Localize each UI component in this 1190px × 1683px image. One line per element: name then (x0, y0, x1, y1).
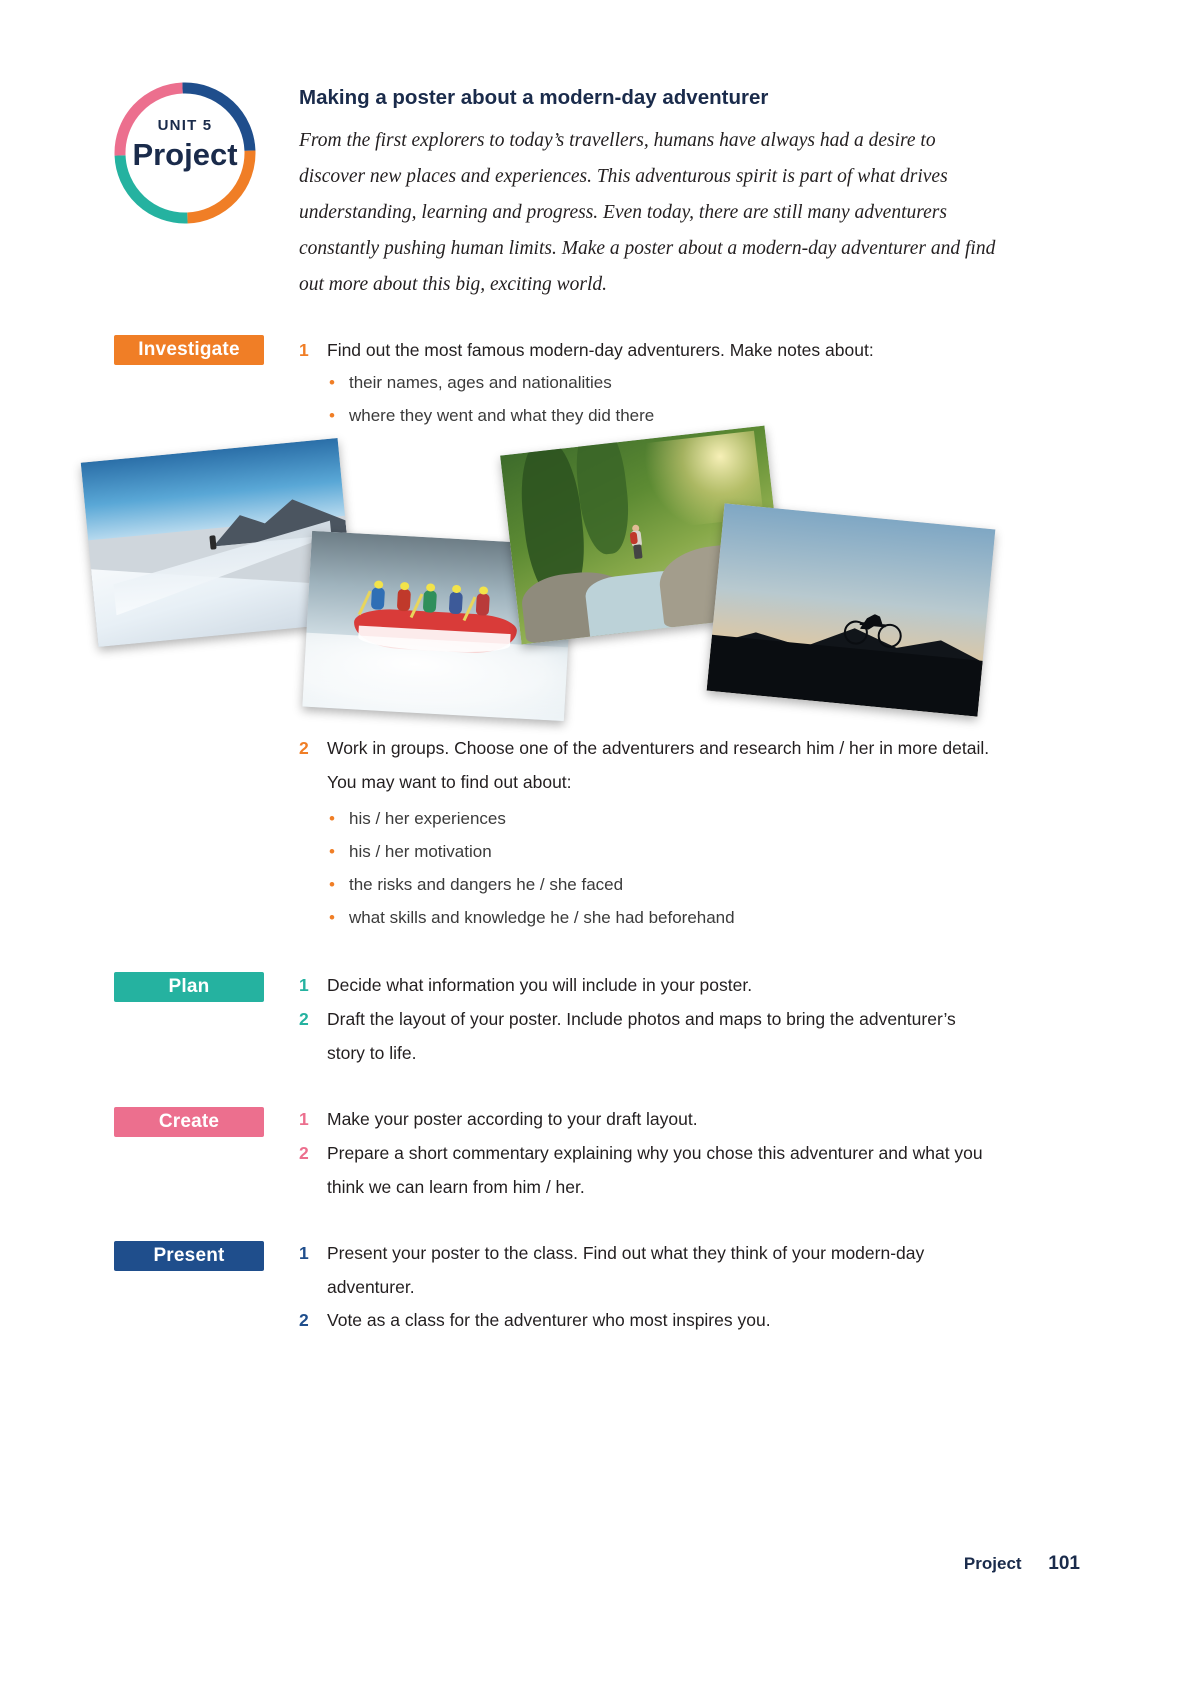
create-item-2 (299, 1136, 999, 1204)
badge-project-label: Project (132, 137, 238, 172)
present-item-2 (299, 1303, 1019, 1337)
intro-paragraph: From the first explorers to today’s travellers, humans have always had a desire to discover new places and experiences. This adventurous spirit is part of what drives understanding, learning and progress. Even today, there are still many adventurers constantly pushing human limits. Make a poster about a modern-day adventurer and find out more about this big, exciting world. (299, 130, 996, 295)
unit-project-badge (110, 78, 260, 258)
page-number: 101 (1048, 1553, 1080, 1574)
item-text: Make your poster according to your draft layout. (327, 1109, 698, 1129)
item-number: 2 (299, 738, 309, 758)
section-label-create: Create (114, 1107, 264, 1137)
item-number: 1 (299, 340, 309, 360)
investigate-bullets-1 (327, 366, 1027, 432)
section-label-plan: Plan (114, 972, 264, 1002)
item-text: Draft the layout of your poster. Include photos and maps to bring the adventurer’s story to life. (327, 1009, 956, 1063)
photo-mountain-biker-sunset (707, 503, 996, 716)
item-number: 2 (299, 1310, 309, 1330)
list-item: • his / her motivation (327, 835, 1027, 868)
item-text: Work in groups. Choose one of the adventurers and research him / her in more detail. You may want to find out about: (327, 738, 990, 792)
photo-collage (85, 440, 1015, 730)
list-item: • their names, ages and nationalities (327, 366, 1027, 399)
item-text: Prepare a short commentary explaining why you chose this adventurer and what you think we can learn from him / her. (327, 1143, 983, 1197)
item-text: Present your poster to the class. Find out what they think of your modern-day adventurer. (327, 1243, 925, 1297)
item-number: 1 (299, 1109, 309, 1129)
list-item: • his / her experiences (327, 802, 1027, 835)
page-title: Making a poster about a modern-day adventurer (299, 86, 769, 109)
footer-label: Project (963, 1554, 1022, 1573)
badge-unit-label: UNIT 5 (157, 117, 213, 134)
item-number: 2 (299, 1143, 309, 1163)
list-item: • where they went and what they did there (327, 399, 1027, 432)
list-item: • the risks and dangers he / she faced (327, 868, 1027, 901)
investigate-item-2 (299, 731, 999, 799)
present-item-1 (299, 1236, 999, 1304)
section-label-present: Present (114, 1241, 264, 1271)
list-item: • what skills and knowledge he / she had beforehand (327, 901, 1027, 934)
item-text: Vote as a class for the adventurer who most inspires you. (327, 1310, 771, 1330)
section-label-investigate: Investigate (114, 335, 264, 365)
badge-text (110, 118, 260, 170)
page-footer (964, 1553, 1080, 1575)
investigate-bullets-2 (327, 802, 1027, 934)
create-item-1 (299, 1102, 1019, 1136)
item-number: 1 (299, 1243, 309, 1263)
plan-item-2 (299, 1002, 979, 1070)
investigate-item-1 (299, 333, 1019, 367)
item-number: 2 (299, 1009, 309, 1029)
plan-item-1 (299, 968, 1019, 1002)
item-text: Decide what information you will include in your poster. (327, 975, 753, 995)
item-number: 1 (299, 975, 309, 995)
item-text: Find out the most famous modern-day adventurers. Make notes about: (327, 340, 874, 360)
